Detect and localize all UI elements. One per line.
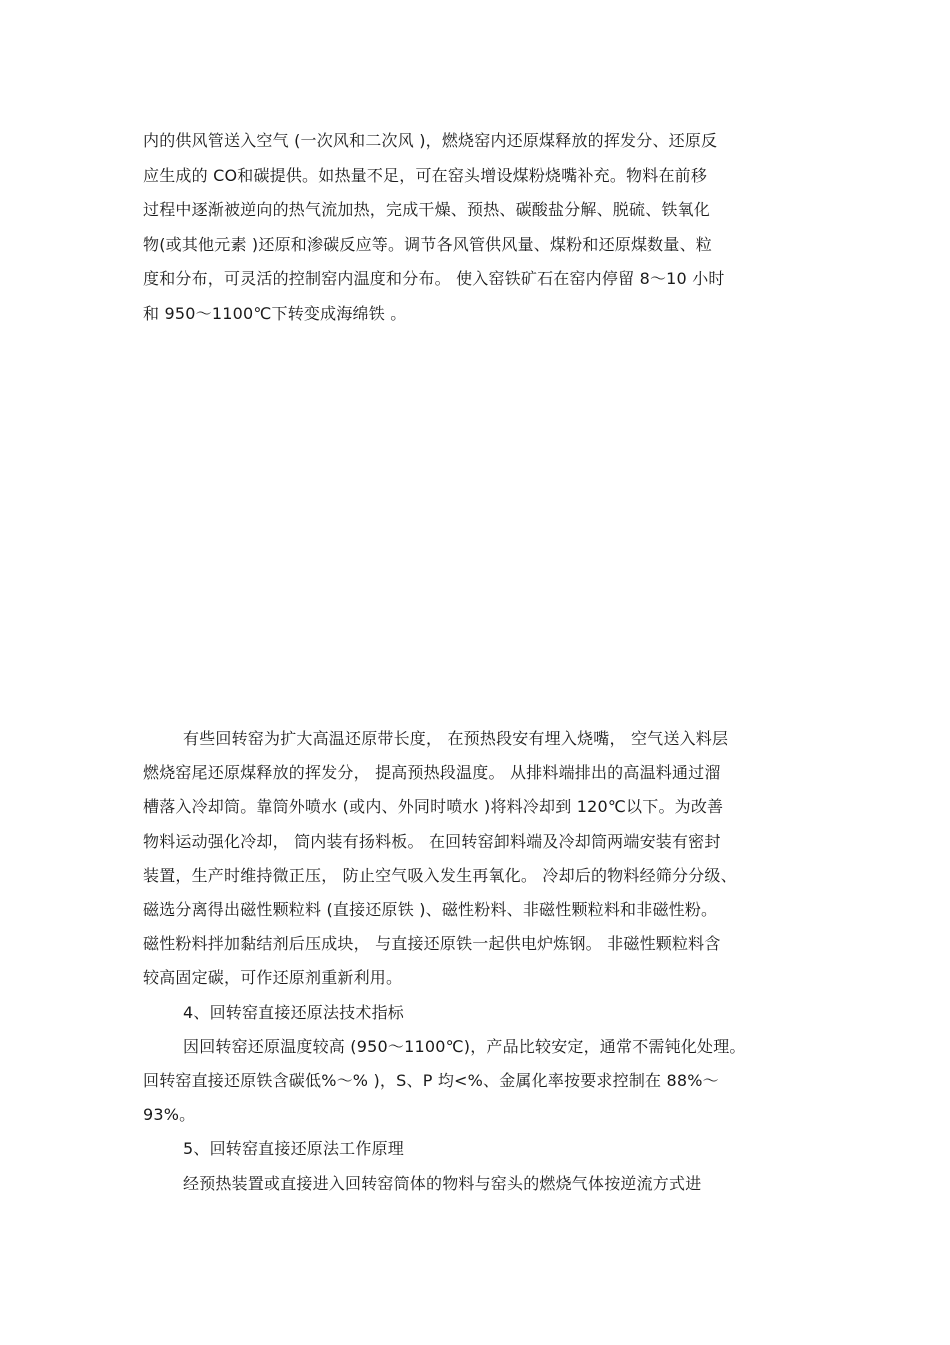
section-heading-4: 4、回转窑直接还原法技术指标	[183, 1002, 404, 1022]
document-body-lower	[143, 722, 823, 1201]
text-line: 经预热装置或直接进入回转窑筒体的物料与窑头的燃烧气体按逆流方式进	[183, 1173, 702, 1193]
text-line: 过程中逐渐被逆向的热气流加热，完成干燥、预热、碳酸盐分解、脱硫、铁氧化	[143, 200, 711, 219]
text-line: 较高固定碳，可作还原剂重新利用。	[143, 968, 403, 988]
text-line: 磁性粉料拌加黏结剂后压成块， 与直接还原铁一起供电炉炼钢。 非磁性颗粒料含	[143, 934, 721, 954]
paragraph-principle	[143, 1167, 823, 1201]
paragraph-cooling	[143, 722, 823, 996]
text-line: 因回转窑还原温度较高 (950～1100℃)，产品比较安定，通常不需钝化处理。	[183, 1036, 746, 1056]
text-line: 物(或其他元素 )还原和渗碳反应等。调节各风管供风量、煤粉和还原煤数量、粒	[143, 234, 712, 254]
text-line: 和 950～1100℃下转变成海绵铁 。	[143, 303, 407, 323]
paragraph-indicators	[143, 1030, 823, 1133]
text-line: 回转窑直接还原铁含碳低%～% )，S、P 均<%、金属化率按要求控制在 88%～	[143, 1071, 719, 1091]
text-line: 装置，生产时维持微正压， 防止空气吸入发生再氧化。 冷却后的物料经筛分分级、	[143, 865, 737, 885]
text-line: 物料运动强化冷却， 筒内装有扬料板。 在回转窑卸料端及冷却筒两端安装有密封	[143, 831, 721, 851]
text-line: 度和分布，可灵活的控制窑内温度和分布。 使入窑铁矿石在窑内停留 8～10 小时	[143, 269, 725, 288]
section-heading-5: 5、回转窑直接还原法工作原理	[183, 1139, 404, 1159]
text-line: 有些回转窑为扩大高温还原带长度， 在预热段安有埋入烧嘴， 空气送入料层	[183, 729, 729, 748]
text-line: 内的供风管送入空气 (一次风和二次风 )，燃烧窑内还原煤释放的挥发分、还原反	[143, 131, 718, 150]
text-line: 槽落入冷却筒。靠筒外喷水 (或内、外同时喷水 )将料冷却到 120℃以下。为改善	[143, 797, 724, 817]
text-line: 应生成的 CO和碳提供。如热量不足，可在窑头增设煤粉烧嘴补充。物料在前移	[143, 165, 708, 185]
paragraph-kiln-operation	[143, 124, 823, 331]
text-line: 燃烧窑尾还原煤释放的挥发分， 提高预热段温度。 从排料端排出的高温料通过溜	[143, 763, 721, 783]
text-line: 93%。	[143, 1105, 196, 1125]
text-line: 磁选分离得出磁性颗粒料 (直接还原铁 )、磁性粉料、非磁性颗粒料和非磁性粉。	[143, 900, 718, 920]
